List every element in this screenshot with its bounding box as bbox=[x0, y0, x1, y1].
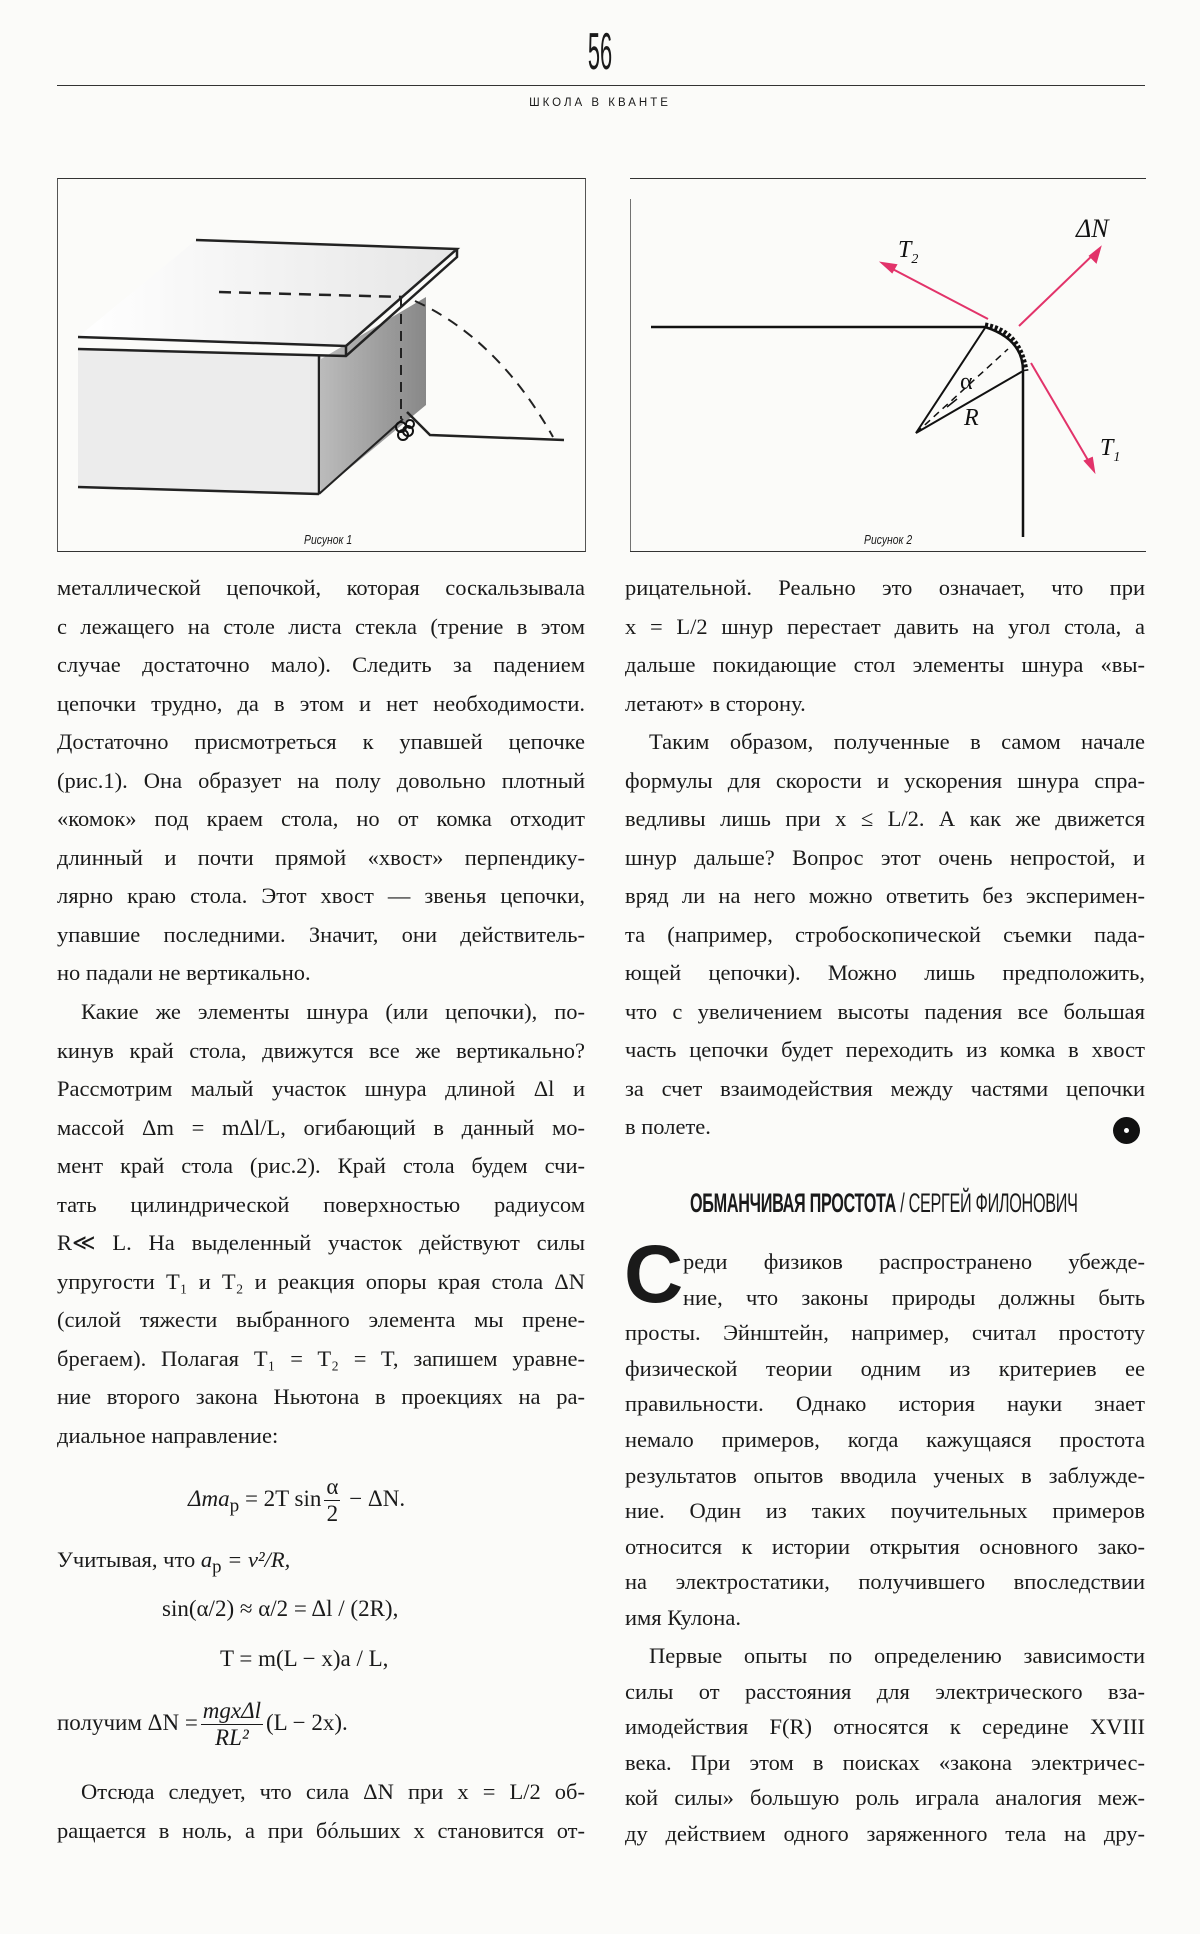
text-line: дальше покидающие стол элементы шнура «вы- bbox=[625, 652, 1145, 677]
text-line: лярно краю стола. Этот хвост — звенья цепочки, bbox=[57, 883, 585, 908]
fraction bbox=[324, 1474, 340, 1527]
text-line: Первые опыты по определению зависимости bbox=[649, 1643, 1145, 1668]
text-line: силы от расстояния для электрического вза- bbox=[625, 1678, 1145, 1704]
text-line: что с увеличением высоты падения все большая bbox=[625, 998, 1145, 1024]
text-line: (рис.1). Она образует на полу довольно плотный bbox=[57, 767, 585, 793]
t2-label: T bbox=[898, 237, 912, 263]
text-line: ющей цепочки). Можно лишь предположить, bbox=[625, 960, 1145, 985]
text-line: упругости T₁ и T₂ и реакция опоры края стола ΔN bbox=[57, 1268, 585, 1294]
numerator: mgxΔl bbox=[202, 1698, 262, 1723]
formula-newton bbox=[188, 1474, 405, 1527]
text-line: в полете. bbox=[625, 1114, 711, 1139]
given-sub: p bbox=[212, 1556, 222, 1578]
right-paragraph-1 bbox=[625, 569, 1145, 723]
figure-2 bbox=[630, 178, 1146, 552]
text-line: просты. Эйнштейн, например, считал простоту bbox=[625, 1320, 1145, 1346]
text-line: Таким образом, полученные в самом начале bbox=[649, 729, 1145, 754]
result-rest: (L − 2x). bbox=[266, 1709, 348, 1735]
text-line: ние, что законы природы должны быть bbox=[683, 1284, 1145, 1310]
text-line: длинный и почти прямой «хвост» перпендику- bbox=[57, 844, 585, 870]
text-line: реди физиков распространено убежде- bbox=[683, 1249, 1145, 1274]
alpha-label: α bbox=[960, 369, 973, 395]
formula-lhs: Δma bbox=[188, 1485, 230, 1511]
end-of-article-mark-icon bbox=[1113, 1117, 1140, 1144]
text-line: Какие же элементы шнура (или цепочки), по- bbox=[81, 999, 585, 1024]
text-line: летают» в сторону. bbox=[625, 690, 806, 716]
text-line: века. При этом в поисках «закона электричес- bbox=[625, 1749, 1145, 1775]
fraction bbox=[201, 1698, 263, 1751]
formula-tension: T = m(L − x)a / L, bbox=[220, 1646, 389, 1671]
text-line: ние второго закона Ньютона в проекциях на ра- bbox=[57, 1384, 585, 1409]
text-line: результатов опытов вводила ученых в заблужде- bbox=[625, 1462, 1145, 1488]
text-line: немало примеров, когда кажущаяся простота bbox=[625, 1426, 1145, 1452]
radius-label: R bbox=[964, 405, 979, 431]
force-arrows bbox=[882, 248, 1100, 471]
text-line: та (например, стробоскопической съемки пада- bbox=[625, 921, 1145, 947]
text-line: x = L/2 шнур перестает давить на угол стола, а bbox=[625, 613, 1145, 639]
text-line: случае достаточно мало). Следить за падением bbox=[57, 652, 585, 677]
text-line: ведливы лишь при x ≤ L/2. А как же движется bbox=[625, 806, 1145, 831]
formula-result bbox=[57, 1698, 348, 1751]
left-paragraph-1 bbox=[57, 569, 585, 993]
text-line: (силой тяжести выбранного элемента мы прене- bbox=[57, 1307, 585, 1332]
text-line: упавшие последними. Значит, они действитель- bbox=[57, 921, 585, 947]
figure-1 bbox=[57, 178, 586, 552]
left-paragraph-2 bbox=[57, 993, 585, 1455]
text-line: ние. Один из таких поучительных примеров bbox=[625, 1498, 1145, 1524]
formula-sub: p bbox=[229, 1495, 240, 1517]
svg-text:T1 bbox=[1100, 435, 1120, 465]
given-line bbox=[57, 1547, 290, 1579]
given-text: Учитывая, что bbox=[57, 1547, 201, 1572]
running-title: ШКОЛА В КВАНТЕ bbox=[529, 97, 671, 109]
chain-on-edge-force-diagram bbox=[630, 179, 1146, 551]
text-line: но падали не вертикально. bbox=[57, 960, 311, 985]
text-line: формулы для скорости и ускорения шнура спра- bbox=[625, 767, 1145, 793]
text-line: имя Кулона. bbox=[625, 1604, 741, 1630]
text-line: ращается в ноль, а при бóльших x становится от- bbox=[57, 1817, 585, 1843]
right-paragraph-4 bbox=[625, 1638, 1145, 1852]
heading-separator: / bbox=[896, 1188, 909, 1218]
formula-rhs: − ΔN. bbox=[343, 1485, 406, 1511]
t2-subscript: 2 bbox=[911, 252, 919, 267]
text-line: вряд ли на него можно ответить без эксперимен- bbox=[625, 883, 1145, 908]
text-line: брегаем). Полагая T₁ = T₂ = T, запишем уравне- bbox=[57, 1345, 585, 1371]
chain-heap bbox=[396, 420, 414, 440]
given-rest: = v²/R, bbox=[221, 1547, 291, 1572]
text-line: правильности. Однако история науки знает bbox=[625, 1391, 1145, 1417]
drop-cap: С bbox=[624, 1229, 684, 1320]
right-paragraph-3 bbox=[625, 1244, 1145, 1636]
result-text: получим ΔN = bbox=[57, 1709, 198, 1735]
figure-2-caption: Рисунок 2 bbox=[864, 532, 913, 547]
text-line: «комок» под краем стола, но от комка отходит bbox=[57, 806, 585, 831]
text-line: кинув край стола, движутся все же вертикально? bbox=[57, 1037, 585, 1063]
t1-label: T bbox=[1100, 435, 1114, 461]
text-line: часть цепочки будет переходить из комка в хвост bbox=[625, 1037, 1145, 1062]
article-heading bbox=[690, 1188, 1078, 1219]
text-line: Рассмотрим малый участок шнура длиной Δl и bbox=[57, 1076, 585, 1101]
text-line: мент край стола (рис.2). Край стола будем счи- bbox=[57, 1153, 585, 1178]
numerator: α bbox=[326, 1474, 339, 1499]
text-line: ду действием одного заряженного тела на дру- bbox=[625, 1820, 1145, 1846]
text-line: тать цилиндрической поверхностью радиусом bbox=[57, 1191, 585, 1217]
text-line: массой Δm = mΔl/L, огибающий в данный мо- bbox=[57, 1114, 585, 1140]
text-line: за счет взаимодействия между частями цепочки bbox=[625, 1075, 1145, 1101]
denominator: 2 bbox=[326, 1501, 339, 1526]
right-paragraph-2 bbox=[625, 723, 1145, 1147]
text-line: металлической цепочкой, которая соскальзывала bbox=[57, 575, 585, 600]
svg-text:T2 bbox=[898, 237, 918, 267]
t1-subscript: 1 bbox=[1113, 450, 1121, 465]
text-line: диальное направление: bbox=[57, 1422, 279, 1448]
given-a: a bbox=[200, 1547, 213, 1572]
text-line: с лежащего на столе листа стекла (трение в этом bbox=[57, 613, 585, 639]
page-number: 56 bbox=[587, 23, 613, 81]
text-line: цепочки трудно, да в этом и нет необходимости. bbox=[57, 690, 585, 716]
text-line: на электростатики, получившего впоследствии bbox=[625, 1569, 1145, 1595]
article-title: ОБМАНЧИВАЯ ПРОСТОТА bbox=[690, 1188, 897, 1218]
delta-n-label: ΔN bbox=[1076, 214, 1109, 243]
denominator: RL² bbox=[215, 1725, 249, 1750]
text-line: Достаточно присмотреться к упавшей цепочке bbox=[57, 729, 585, 754]
text-line: относится к истории открытия основного зако- bbox=[625, 1533, 1145, 1559]
text-line: Отсюда следует, что сила ΔN при x = L/2 об- bbox=[81, 1779, 585, 1804]
header-rule bbox=[57, 85, 1145, 86]
article-author: СЕРГЕЙ ФИЛОНОВИЧ bbox=[908, 1188, 1078, 1218]
formula-mid: = 2T sin bbox=[239, 1485, 322, 1511]
text-line: физической теории одним из критериев ее bbox=[625, 1355, 1145, 1381]
text-line: R≪ L. На выделенный участок действуют силы bbox=[57, 1230, 585, 1255]
text-line: имодействия F(R) относятся к середине XVIII bbox=[625, 1714, 1145, 1740]
formula-sin: sin(α/2) ≈ α/2 = Δl / (2R), bbox=[162, 1596, 399, 1621]
text-line: кой силы» большую роль играла аналогия меж- bbox=[625, 1785, 1145, 1811]
text-line: рицательной. Реально это означает, что при bbox=[625, 575, 1145, 600]
text-line: шнур дальше? Вопрос этот очень непростой, и bbox=[625, 844, 1145, 870]
figure-1-caption: Рисунок 1 bbox=[304, 532, 353, 547]
table-chain-illustration bbox=[58, 179, 585, 551]
left-paragraph-3 bbox=[57, 1773, 585, 1850]
